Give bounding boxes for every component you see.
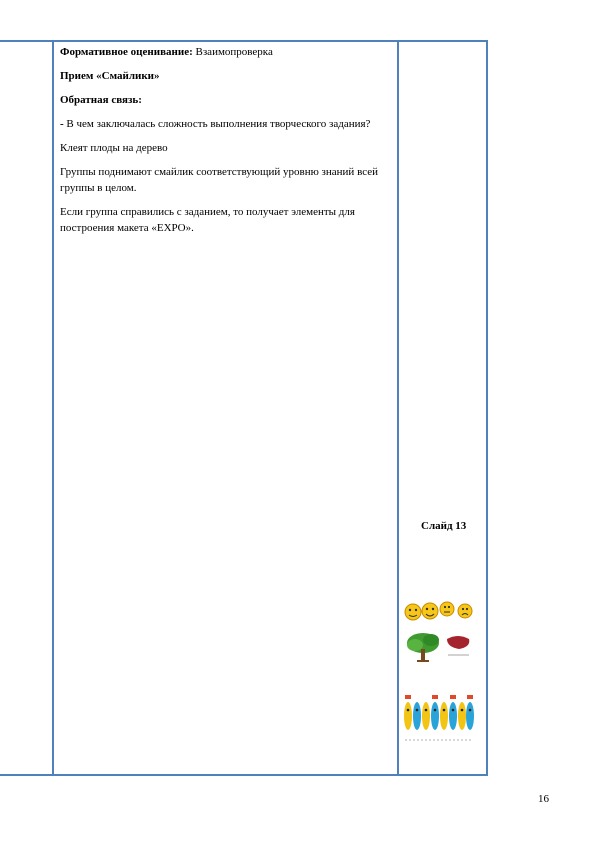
formative-value: Взаимопроверка [192, 46, 273, 58]
column-divider-1 [52, 40, 54, 776]
question-text: В чем заключалась сложность выполнения творческого задания? [66, 118, 371, 130]
page-number: 16 [538, 793, 549, 805]
formative-label: Формативное оценивание: [60, 46, 193, 58]
column-divider-2 [397, 40, 399, 776]
smileys-picture [403, 597, 475, 625]
paragraph-1: Клеят плоды на дерево [60, 142, 168, 154]
table-top-border [0, 40, 488, 42]
expo-mascots-picture [403, 690, 475, 746]
paragraph-2: Группы поднимают смайлик соответствующий уровню знаний всей группы в целом. [60, 166, 378, 194]
slide-label: Слайд 13 [421, 520, 467, 532]
question-line [60, 116, 390, 132]
table-right-border [486, 40, 488, 776]
formative-line [60, 44, 390, 60]
question-dash: - [60, 118, 67, 130]
feedback-heading: Обратная связь: [60, 94, 142, 106]
table-bottom-border [0, 774, 488, 776]
activity-cell [60, 44, 390, 244]
paragraph-3: Если группа справились с заданием, то получает элементы для построения макета «EXPO». [60, 206, 355, 234]
technique-title: Прием «Смайлики» [60, 70, 160, 82]
tree-picture [403, 631, 475, 665]
